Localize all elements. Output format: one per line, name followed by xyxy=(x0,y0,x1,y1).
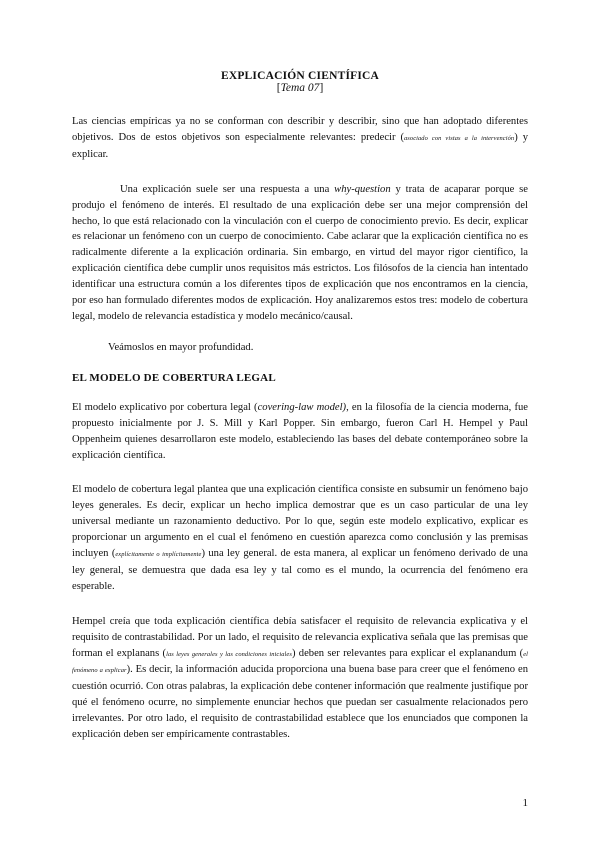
intro-paragraph-3: Veámoslos en mayor profundidad. xyxy=(108,341,254,353)
inline-note: el fenómeno a explicar xyxy=(72,650,528,675)
subtitle-bracket-close: ] xyxy=(319,82,324,94)
section-heading-cobertura: EL MODELO DE COBERTURA LEGAL xyxy=(72,371,276,384)
document-title: EXPLICACIÓN CIENTÍFICA xyxy=(220,70,380,82)
cobertura-paragraph-2: El modelo de cobertura legal plantea que una explicación científica consiste en subsumir un fenómeno bajo leyes generales. Es decir, explicar un hecho implica demostrar que es un caso particular de una ley universal mediante un razonamiento deductivo. Por lo que, según este modelo explicativo, explicar es proporcionar un argumento en el cual el fenómeno en cuestión aparezca como conclusión y las premisas incluyen (explícitamente o implícitamente) una ley general. de esta manera, al explicar un fenómeno derivado de una ley general, se demuestra que dada esa ley y tal como es el mundo, la ocurrencia del fenómeno era esperable. xyxy=(72,484,529,592)
why-question-term: why-question xyxy=(334,183,391,195)
document-page xyxy=(72,70,528,743)
subtitle-bracket-open: [ xyxy=(276,82,281,94)
covering-law-term: covering-law model) xyxy=(257,401,347,413)
cobertura-paragraph-3: Hempel creía que toda explicación científica debía satisfacer el requisito de relevancia explicativa y el requisito de contrastabilidad. Por un lado, el requisito de relevancia explicativa señala que las premisas que forman el explanans (las leyes generales y las condiciones iniciales) deben ser relevantes para explicar el explanandum (el fenómeno a explicar). Es decir, la información aducida proporciona una buena base para creer que el fenómeno en cuestión ocurrió. Con otras palabras, la explicación debe contener información que realmente justifique por qué el fenómeno ocurre, no simplemente enunciar hechos que puedan ser casualmente relacionados pero irrelevantes. Por otro lado, el requisito de contrastabilidad establece que los enunciados que componen la explicación deben ser empíricamente contrastables. xyxy=(72,615,528,741)
inline-note: explícitamente o implícitamente xyxy=(115,551,202,559)
page-number: 1 xyxy=(522,797,528,809)
subtitle-topic: Tema 07 xyxy=(280,82,320,94)
cobertura-paragraph-1: El modelo explicativo por cobertura legal (covering-law model), en la filosofía de la ciencia moderna, fue propuesto inicialmente por J. S. Mill y Karl Popper. Sin embargo, fueron Carl H. Hempel y Paul Oppenheim quienes desarrollaron este modelo, estableciendo las bases del debate contemporáneo sobre la explicación científica. xyxy=(72,401,528,461)
intro-paragraph-2: Una explicación suele ser una respuesta a una why-question y trata de acaparar porque se produjo el fenómeno de interés. El resultado de una explicación debe ser una mejor comprensión del hecho, lo que está relacionado con la vinculación con el cuerpo de conocimiento previo. Es decir, explicar es relacionar un fenómeno con un cuerpo de conocimiento. Cabe aclarar que la explicación científica no es radicalmente diferente a la explicación ordinaria. Sin embargo, en virtud del mayor rigor científico, la explicación científica debe cumplir unos requisitos más estrictos. Los filósofos de la ciencia han intentado identificar una estructura común a los diferentes tipos de explicación que nos encontramos en la ciencia, por eso han formulado diferentes modos de explicación. Hoy analizaremos estos tres: modelo de cobertura legal, modelo de relevancia estadística y modelo mecánico/causal. xyxy=(72,183,529,322)
inline-note: asociado con vistas a la intervención xyxy=(404,134,515,142)
inline-note: las leyes generales y las condiciones iniciales xyxy=(166,650,292,658)
document-subtitle xyxy=(72,82,528,94)
intro-paragraph-1: Las ciencias empíricas ya no se conforman con describir y describir, sino que han adoptado diferentes objetivos. Dos de estos objetivos son especialmente relevantes: predecir (asociado con vistas a la intervención) y explicar. xyxy=(72,116,528,160)
